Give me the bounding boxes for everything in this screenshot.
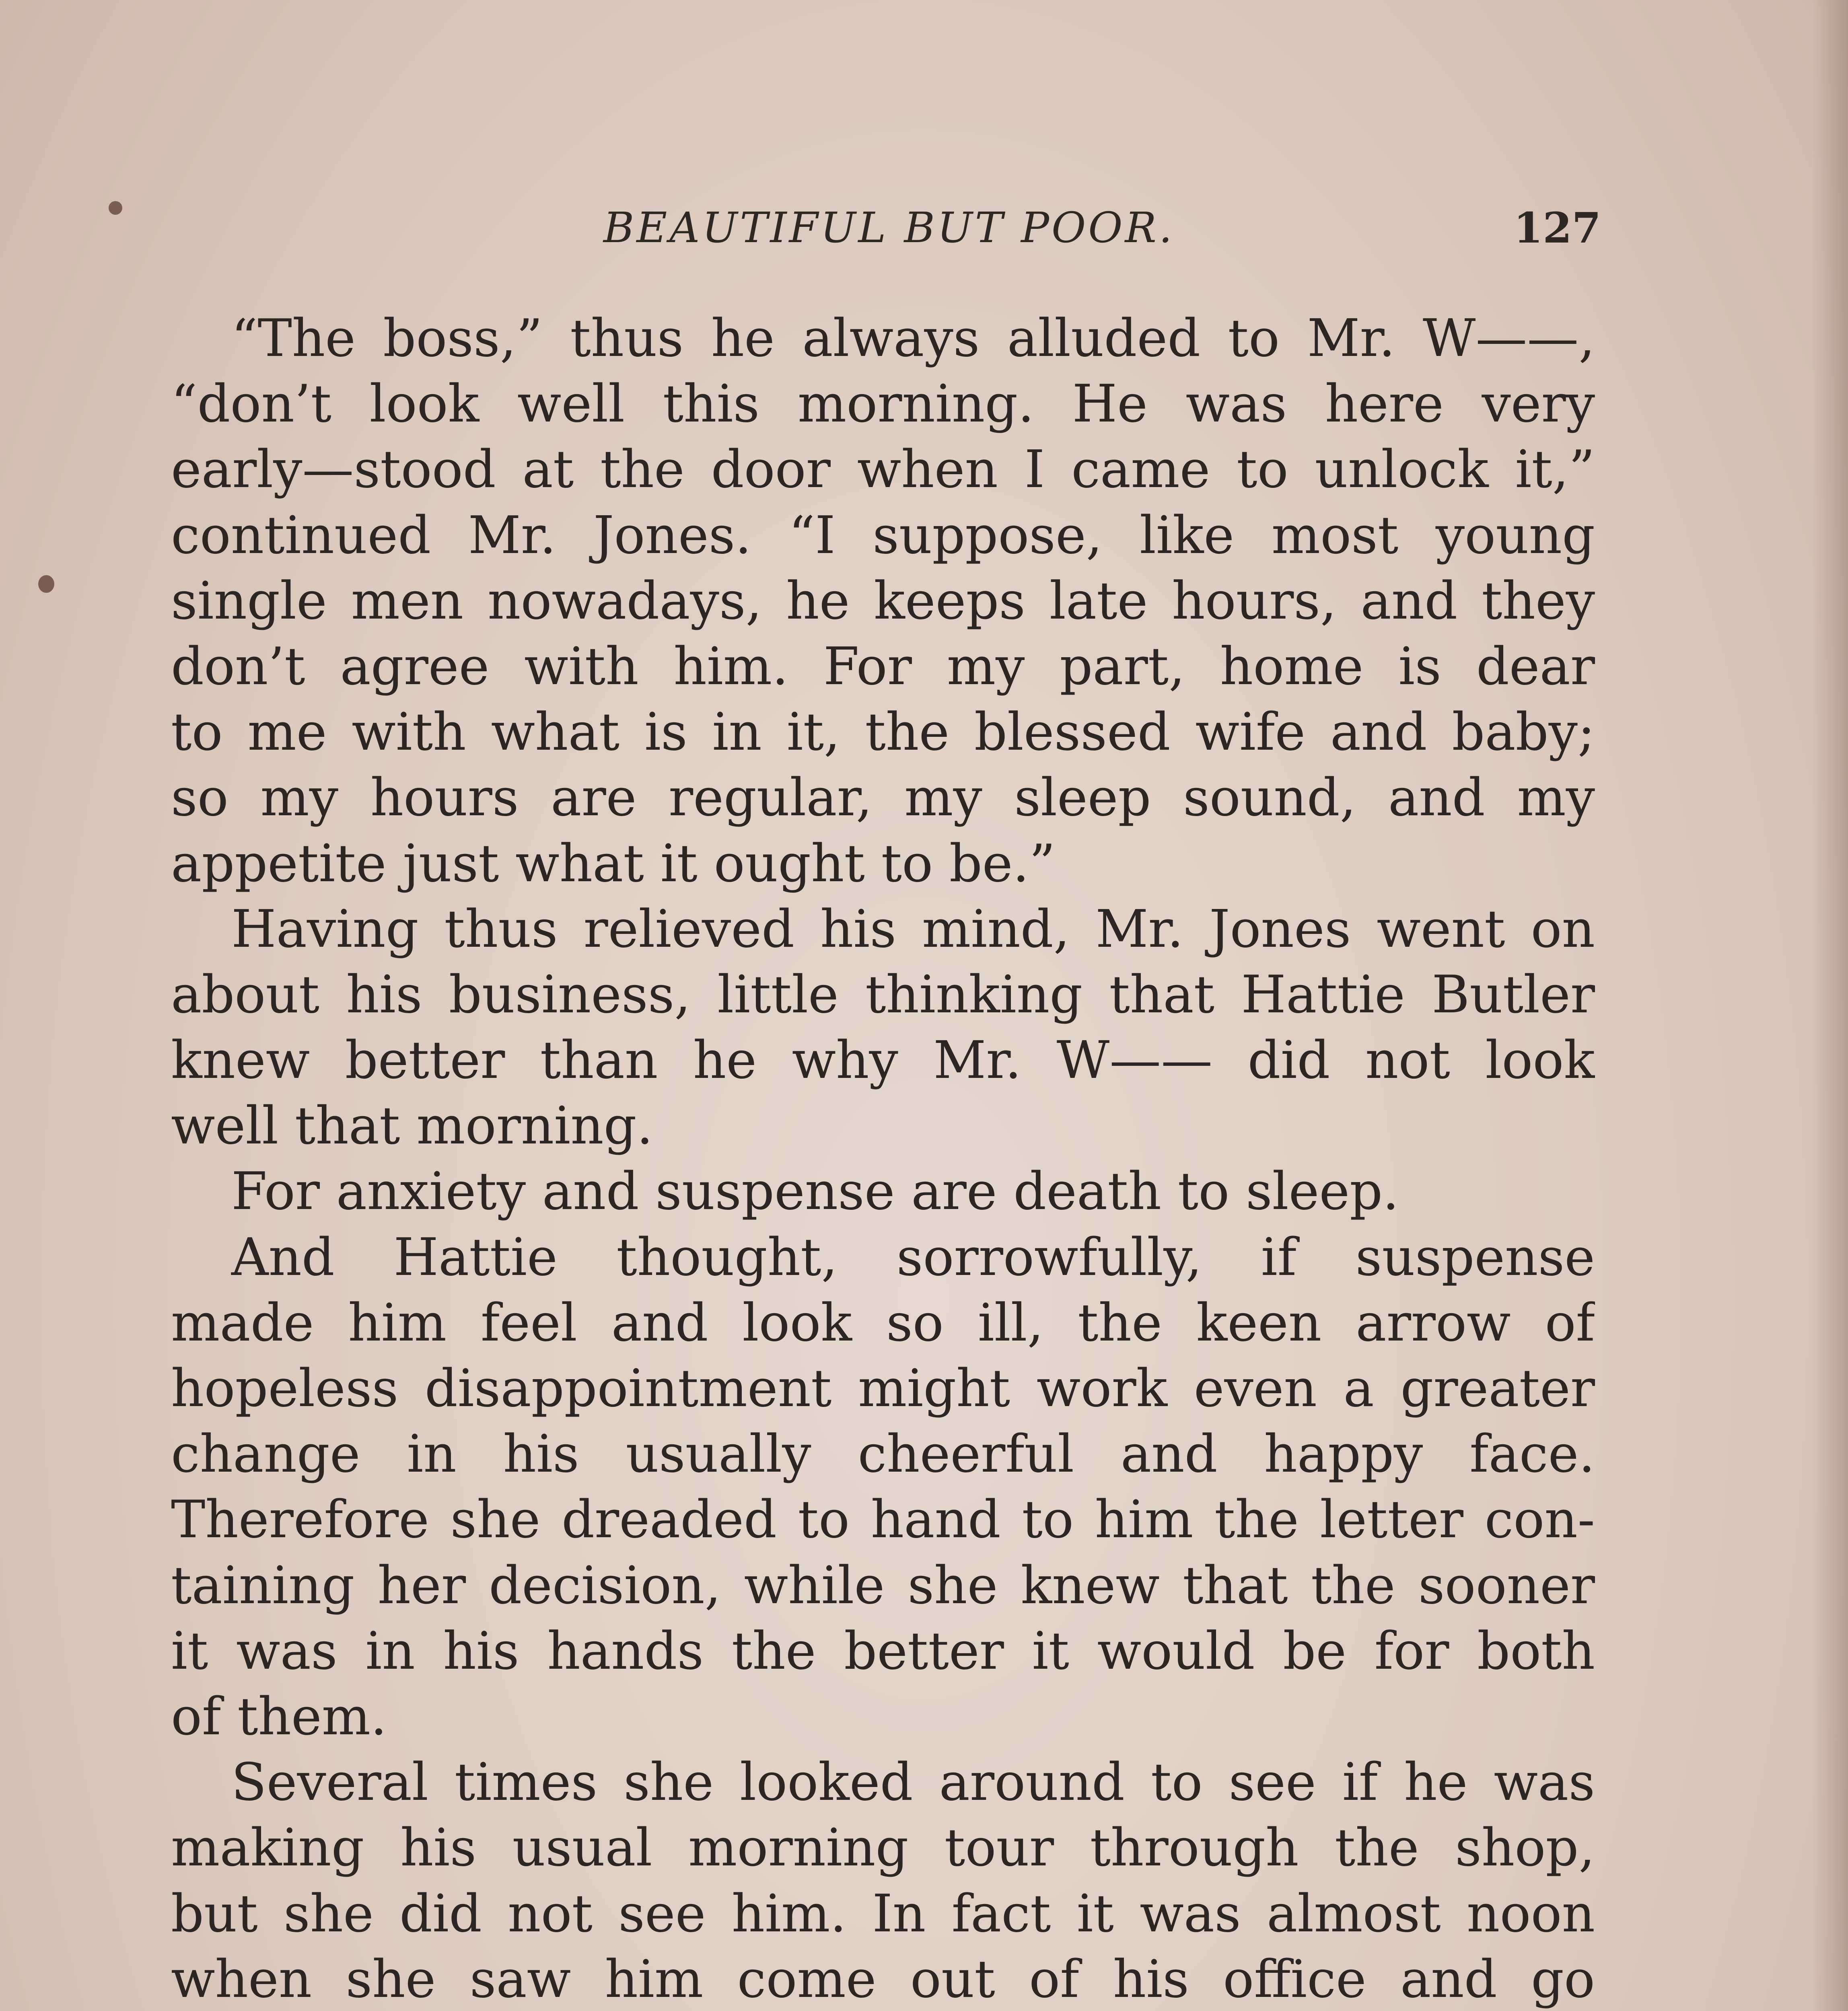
text-line: hopeless disappointment might work even a greater xyxy=(171,1359,1595,1419)
text-line: And Hattie thought, sorrowfully, if suspense xyxy=(231,1227,1595,1287)
text-line: it was in his hands the better it would be for both xyxy=(171,1621,1595,1681)
text-line: when she saw him come out of his office and go xyxy=(171,1949,1595,2009)
text-line: of them. xyxy=(171,1686,387,1747)
text-line: “The boss,” thus he always alluded to Mr. W——, xyxy=(231,308,1595,368)
paper-speck xyxy=(38,575,54,593)
text-line: to me with what is in it, the blessed wife and baby; xyxy=(171,702,1595,763)
text-line: Several times she looked around to see if he was xyxy=(231,1752,1595,1813)
text-line: single men nowadays, he keeps late hours, and they xyxy=(171,571,1595,631)
page-number: 127 xyxy=(1513,203,1601,253)
running-title: BEAUTIFUL BUT POOR. xyxy=(603,203,1175,252)
text-line: “don’t look well this morning. He was here very xyxy=(171,374,1595,434)
text-line: For anxiety and suspense are death to sleep. xyxy=(231,1162,1399,1222)
text-line: made him feel and look so ill, the keen arrow of xyxy=(171,1293,1595,1353)
text-line: continued Mr. Jones. “I suppose, like most young xyxy=(171,505,1595,565)
text-line: knew better than he why Mr. W—— did not look xyxy=(171,1030,1595,1091)
text-line: about his business, little thinking that Hattie Butler xyxy=(171,964,1595,1025)
text-line: Therefore she dreaded to hand to him the letter con- xyxy=(171,1490,1595,1550)
text-line: don’t agree with him. For my part, home is dear xyxy=(171,636,1595,697)
text-line: early—stood at the door when I came to unlock it,” xyxy=(171,440,1595,500)
paper-speck xyxy=(109,201,122,215)
text-line: appetite just what it ought to be.” xyxy=(171,833,1056,894)
body-text xyxy=(171,306,1595,2011)
text-line: making his usual morning tour through the shop, xyxy=(171,1818,1595,1878)
page-edge-shadow xyxy=(1812,0,1848,2011)
running-head xyxy=(169,203,1601,259)
text-line: so my hours are regular, my sleep sound, and my xyxy=(171,768,1595,828)
text-line: Having thus relieved his mind, Mr. Jones went on xyxy=(231,899,1595,959)
text-line: well that morning. xyxy=(171,1096,653,1156)
text-line: taining her decision, while she knew that the sooner xyxy=(171,1555,1595,1616)
text-line: but she did not see him. In fact it was almost noon xyxy=(171,1884,1595,1944)
text-line: change in his usually cheerful and happy face. xyxy=(171,1424,1595,1485)
